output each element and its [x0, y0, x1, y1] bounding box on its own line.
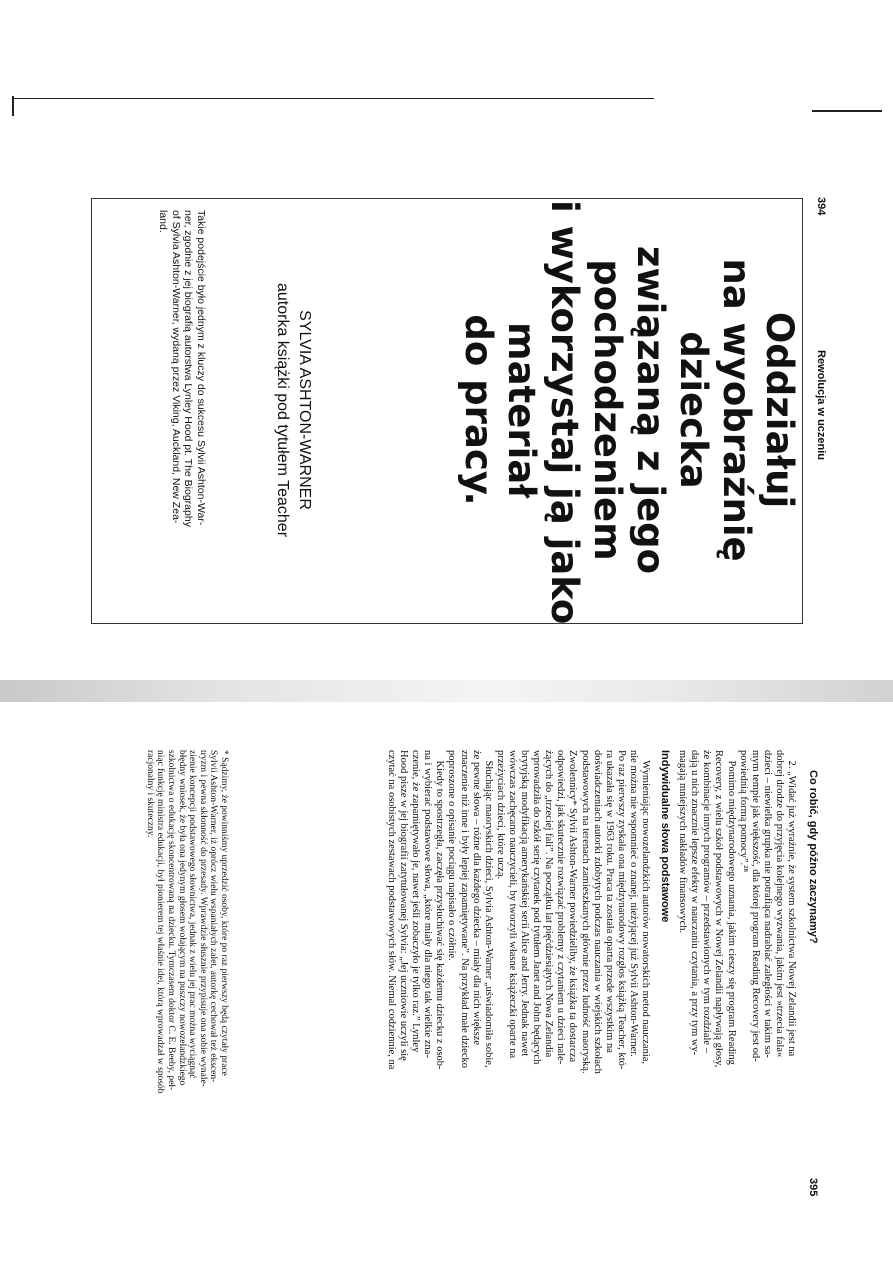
- section-heading: Indywidualne słowa podstawowe: [659, 750, 671, 923]
- body-paragraphs-2: Wymieniając nowozelandzkich autorów nowatorskich metod nauczania, nie można nie wspomnieć o znanej, nieżyjącej już Sylvii Ashton-Warner. Po raz pierwszy zyskała ona międzynarodowy rozgłos książką Teacher, któ- ra ukazała się w 1963 roku. Praca ta została oparta przede wszystkim na doświadczeniach autorki zdobytych podczas nauczania w wiejskich szkołach podstawowych na terenach zamieszkanych głównie przez ludność maoryską. Zwolennicy* Sylvii Ashton-Warner powiedzieliby, że książka ta dostarcza odpowiedzi, jak skutecznie rozwiązać problemy z czytaniem u dzieci nale- żących do „trzeciej fali”. Na początku lat pięćdziesiątych Nowa Zelandia wprowadziła do szkół serię czytanek pod tytułem Janet and John będących brytyjską modyfikacją amerykańskiej serii Alice and Jerry. Jednak nawet wówczas zachęcano nauczycieli, by tworzyli własne książeczki oparte na przeżyciach dzieci, które uczą. Słuchając maoryskich dzieci, Sylvia Ashton-Warner „uświadomiła sobie, że pewne słowa – różne dla każdego dziecka – miały dla nich większe znaczenie niż inne i były lepiej zapamiętywane”. Na przykład małe dziecko poproszone o opisanie pociągu napisało o czółnie. Kiedy to spostrzegła, zaczęła przysłuchiwać się każdemu dziecku z osob- na i wybierać podstawowe słowa, „które miały dla niego tak wielkie zna- czenie, że zapamiętywało je, nawet jeśli zobaczyło je tylko raz.” Lynley Hood pisze w jej biografii zatytułowanej Sylvia: „Jej uczniowie uczyli się czytać na osobistych zestawach podstawowych słów. Niemal codziennie, na: [386, 750, 651, 1074]
- right-running-head: Co robić, gdy późno zaczynamy?: [807, 770, 819, 944]
- pull-quote: Oddziałuj na wyobraźnię dziecka związaną z jego pochodzeniem i wykorzystaj ją jako materiał do pracy.: [457, 200, 801, 625]
- quote-author-name: SYLVIA ASHTON-WARNER: [296, 310, 313, 510]
- left-running-head: Rewolucja w uczeniu: [815, 350, 827, 461]
- quote-author-description: autorka książki pod tytułem Teacher: [274, 282, 291, 538]
- body-paragraphs-1: 2. „Widać już wyraźnie, że system szkolnictwa Nowej Zelandii jest na dobrej drodze do przyjęcia kolejnego wyzwania, jakim jest »trzecia fala« dzieci – niewielka grupka nie potrafiąca nadrabiać zaległości w takim sa- mym tempie jak większość, dla której program Reading Recovery jest od- powiednią formą pomocy”.²⁸ Pomimo międzynarodowego uznania, jakim cieszy się program Reading Recovery, z wielu szkół podstawowych w Nowej Zelandii napływają głosy, że kombinacje innych programów – przedstawionych w tym rozdziale – dają u nich znacznie lepsze efekty w nauczaniu czytania, a przy tym wy- magają mniejszych nakładów finansowych.: [677, 750, 797, 1068]
- right-footnote: * Sądzimy, że powinniśmy uprzedzić osoby, które po raz pierwszy będą czytały prace Sylvii Ashton-Warner, iż oprócz wielu wspaniałych zalet, autorkę cechował też ekscen- tryzm i pewna skłonność do przesady. Wprawdzie słusznie przypisuje ona sobie wynale- zienie koncepcji podstawowego słownictwa, jednak z wielu jej prac można wyciągnąć błędny wniosek, że była ona jedynym głosem wołającym na puszczy nowozelandzkiego szkolnictwa o edukację skoncentrowaną na dziecku. Tymczasem doktor C. E. Beeby, peł- niąc funkcję ministra edukacji, był pionierem tej właśnie idei, którą wprowadzał w sposób racjonalny i skuteczny.: [144, 750, 229, 1094]
- right-page-number: 395: [807, 1178, 819, 1197]
- left-page-number: 394: [815, 197, 827, 216]
- left-footnote: Takie podejście było jednym z kluczy do sukcesu Sylvii Ashton-War- ner, zgodnie z jej biografią autorstwa Lynley Hood pt. The Biography of Sylvia Ashton-Warner, wydaną przez Viking, Auckland, New Zea- land.: [156, 210, 207, 527]
